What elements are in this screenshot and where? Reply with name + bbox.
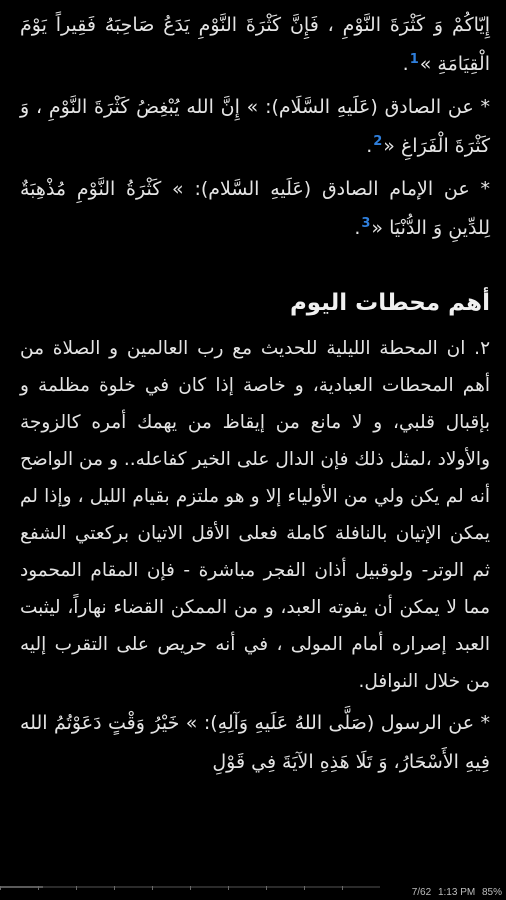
footnote-link-2[interactable]: 2	[373, 133, 383, 149]
section-heading: أهم محطات اليوم	[289, 290, 490, 316]
progress-tick	[304, 886, 305, 890]
quote-paragraph-3	[20, 170, 490, 248]
status-bar	[0, 886, 506, 900]
progress-tick	[266, 886, 267, 890]
progress-tick	[228, 886, 229, 890]
period-3: .	[354, 217, 361, 239]
period-1: .	[402, 53, 409, 75]
battery-level: 85%	[481, 887, 502, 898]
reading-progress-fill	[0, 886, 43, 888]
progress-tick	[38, 886, 39, 890]
progress-tick	[114, 886, 115, 890]
progress-tick	[0, 886, 1, 890]
quote-text-2: * عن الصادق (عَلَيهِ السَّلَام): » إِنَّ الله يُبْغِضُ كَثْرَةَ النَّوْمِ ، وَ كَثْرَةَ الْفَرَاغِ «	[20, 96, 490, 157]
reading-progress-bar[interactable]	[0, 886, 380, 888]
progress-tick	[76, 886, 77, 890]
quote-text-1: إِيّاكُمْ وَ كَثْرَةَ النَّوْمِ ، فَإِنَّ كَثْرَةَ النَّوْمِ يَدَعُ صَاحِبَهُ فَقِيراً يَوْمَ الْقِيَامَةِ »	[20, 14, 490, 75]
quote-paragraph-2	[20, 88, 490, 166]
progress-tick	[342, 886, 343, 890]
page-counter: 7/62	[411, 887, 432, 898]
clock: 1:13 PM	[437, 887, 476, 898]
period-2: .	[366, 135, 373, 157]
final-quote-paragraph: * عن الرسول (صَلَّى اللهُ عَلَيهِ وَآلِهِ): » خَيْرُ وَقْتٍ دَعَوْتُمُ الله فِيهِ الأَسْحَارُ، وَ تَلَا هَذِهِ الآيَةَ فِي قَوْلِ	[20, 712, 490, 773]
quote-text-3: * عن الإمام الصادق (عَلَيهِ السَّلام): » كَثْرَةُ النَّوْمِ مُذْهِبَةٌ لِلدِّينِ وَ الدُّنْيَا «	[20, 178, 490, 239]
progress-tick	[190, 886, 191, 890]
footnote-link-1[interactable]: 1	[409, 51, 419, 67]
quote-paragraph-1	[20, 6, 490, 84]
body-paragraph: ٢. ان المحطة الليلية للحديث مع رب العالمين و الصلاة من أهم المحطات العبادية، و خاصة إذا كان في خلوة مظلمة و بإقبال قلبي، و لا مانع من إيقاظ من يهمك أمره كالزوجة والأولاد ،لمثل ذلك فإن الدال على الخير كفاعله.. و من الواضح أنه لم يكن ولي من الأولياء إلا و هو ملتزم بقيام الليل ، وإذا لم يمكن الإتيان بالنافلة كاملة فعلى الأقل الاتيان بركعتي الشفع ثم الوتر- ولوقبيل أذان الفجر مباشرة - فإن المقام المحمود مما لا يمكن أن يفوته العبد، و من الممكن القضاء نهاراً، ليثبت العبد إصراره أمام المولى ، في أنه حريص على التقرب إليه من خلال النوافل.	[20, 338, 490, 692]
progress-tick	[152, 886, 153, 890]
status-info	[408, 886, 502, 900]
footnote-link-3[interactable]: 3	[361, 215, 371, 231]
